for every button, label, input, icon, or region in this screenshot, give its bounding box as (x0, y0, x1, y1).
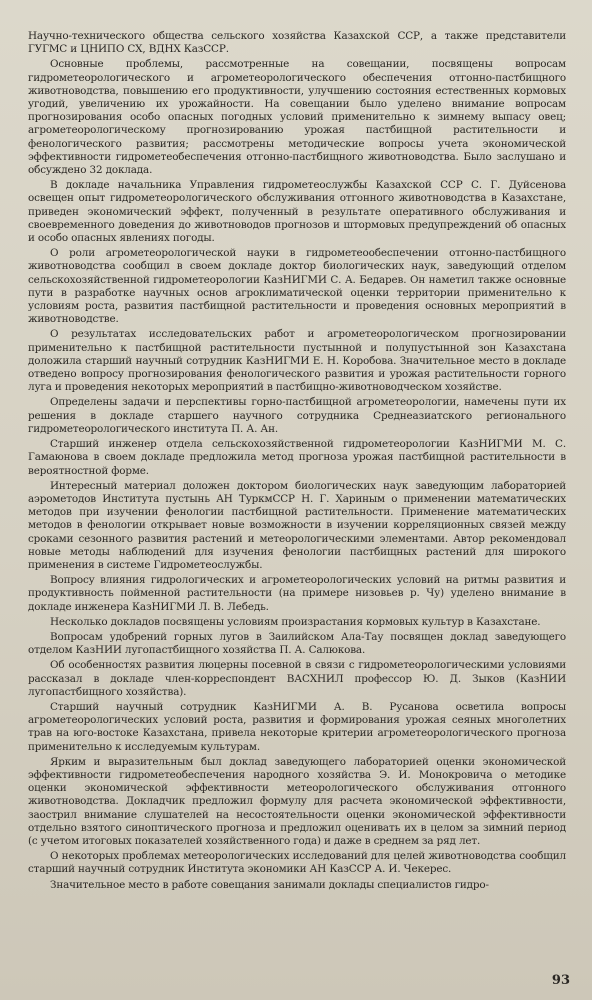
paragraph: Старший научный сотрудник КазНИГМИ А. В. Русанова осветила вопросы агрометеорологических условий роста, развития и формирования урожая сеяных многолетних трав на юго-востоке Казахстана, привела некоторые критерии агрометеорологического прогноза применительно к исследуемым культурам. (28, 700, 566, 753)
paragraph: Вопросу влияния гидрологических и агрометеорологических условий на ритмы развития и продуктивность пойменной растительности (на примере низовьев р. Чу) уделено внимание в докладе инженера КазНИГМИ Л. В. Лебедь. (28, 574, 566, 613)
paragraph: Старший инженер отдела сельскохозяйственной гидрометеорологии КазНИГМИ М. С. Гамаюнова в своем докладе предложила метод прогноза урожая пастбищной растительности в вероятностной форме. (28, 438, 566, 477)
page-number: 93 (551, 973, 570, 988)
paragraph: О роли агрометеорологической науки в гидрометеообеспечении отгонно-пастбищного животноводства сообщил в своем докладе доктор биологических наук, заведующий отделом сельскохозяйственной гидрометеорологии КазНИГМИ С. А. Бедарев. Он наметил также основные пути в разработке научных основ агроклиматической оценки территории применительно к условиям роста, развития пастбищной растительности и проведения основных мероприятий в животноводстве. (28, 247, 566, 326)
paragraph: О некоторых проблемах метеорологических исследований для целей животноводства сообщил старший научный сотрудник Института экономики АН КазССР А. И. Чекерес. (28, 850, 566, 876)
paragraph: Вопросам удобрений горных лугов в Заилийском Ала-Тау посвящен доклад заведующего отделом КазНИИ лугопастбищного хозяйства П. А. Салюкова. (28, 630, 566, 657)
paragraph: Научно-технического общества сельского хозяйства Казахской ССР, а также представители ГУГМС и ЦНИПО СХ, ВДНХ КазССР. (28, 30, 566, 56)
paragraph: О результатах исследовательских работ и агрометеорологическом прогнозировании применительно к пастбищной растительности пустынной и полупустынной зон Казахстана доложила старший научный сотрудник КазНИГМИ Е. Н. Коробова. Значительное место в докладе отведено вопросу прогнозирования фенологического развития и урожая растительности горного луга и проведения некоторых мероприятий в пастбищно-животноводческом хозяйстве. (28, 328, 566, 394)
paragraph: В докладе начальника Управления гидрометеослужбы Казахской ССР С. Г. Дуйсенова освещен опыт гидрометеорологического обслуживания отгонного животноводства в Казахстане, приведен экономический эффект, полученный в результате оперативного обслуживания и своевременного доведения до животноводов прогнозов и штормовых предупреждений об опасных и особо опасных явлениях погоды. (28, 179, 566, 245)
paragraph: Ярким и выразительным был доклад заведующего лабораторией оценки экономической эффективности гидрометеобеспечения народного хозяйства Э. И. Монокровича о методике оценки экономической эффективности метеорологического обслуживания отгонного животноводства. Докладчик предложил формулу для расчета экономической эффективности, заострил внимание слушателей на несостоятельности оценки экономической эффективности отдельно взятого синоптического прогноза и предложил оценивать их в целом за зимний период (с учетом итоговых показателей хозяйственного года) и даже в среднем за ряд лет. (28, 755, 566, 847)
paragraph: Значительное место в работе совещания занимали доклады специалистов гидро- (50, 878, 489, 891)
article-body (28, 30, 566, 892)
paragraph: Основные проблемы, рассмотренные на совещании, посвящены вопросам гидрометеорологического и агрометеорологического обеспечения отгонно-пастбищного животноводства, повышению его продуктивности, улучшению состояния естественных кормовых угодий, увеличению их урожайности. На совещании было уделено внимание вопросам прогнозирования особо опасных погодных условий применительно к зимнему выпасу овец; агрометеорологическому прогнозированию урожая пастбищной растительности и фенологического развития; рассмотрены методические вопросы учета экономической эффективности гидрометеобеспечения отгонно-пастбищного животноводства. Было заслушано и обсуждено 32 доклада. (28, 58, 566, 177)
paragraph: Об особенностях развития люцерны посевной в связи с гидрометеорологическими условиями рассказал в докладе член-корреспондент ВАСХНИЛ профессор Ю. Д. Зыков (КазНИИ лугопастбищного хозяйства). (28, 659, 566, 698)
paragraph: Несколько докладов посвящены условиям произрастания кормовых культур в Казахстане. (50, 615, 541, 628)
paragraph: Интересный материал доложен доктором биологических наук заведующим лабораторией аэрометодов Института пустынь АН ТуркмССР Н. Г. Хариным о применении математических методов при изучении фенологии пастбищной растительности. Применение математических методов в фенологии открывает новые возможности в изучении корреляционных связей между сроками сезонного развития растений и метеорологическими элементами. Автор рекомендовал новые методы наблюдений для изучения фенологии пастбищных растений для широкого применения в системе Гидрометеослужбы. (28, 479, 566, 571)
paragraph: Определены задачи и перспективы горно-пастбищной агрометеорологии, намечены пути их решения в докладе старшего научного сотрудника Среднеазиатского регионального гидрометеорологического института П. А. Ан. (28, 396, 566, 435)
